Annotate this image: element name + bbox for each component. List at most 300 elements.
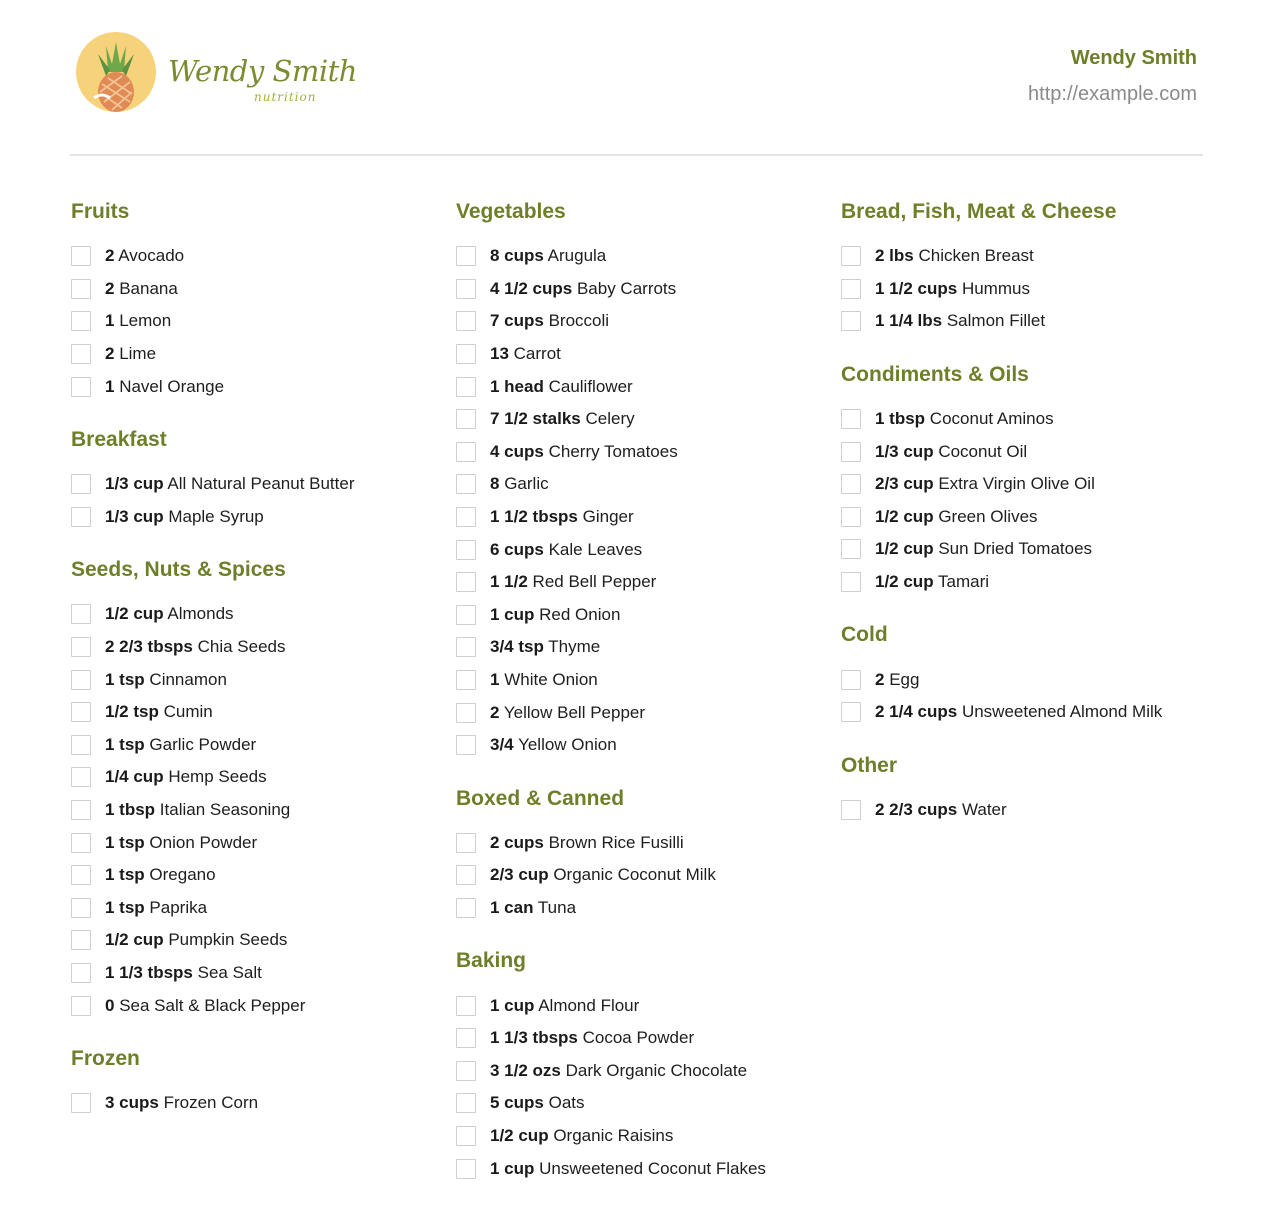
list-item bbox=[71, 794, 441, 827]
checkbox[interactable] bbox=[456, 442, 476, 462]
checkbox[interactable] bbox=[71, 833, 91, 853]
logo-wordmark: Wendy Smith bbox=[168, 54, 357, 88]
list-item bbox=[71, 989, 441, 1022]
item-quantity: 2 bbox=[875, 669, 885, 689]
item-text bbox=[490, 637, 600, 657]
item-name: Yellow Onion bbox=[518, 735, 617, 755]
list-item bbox=[456, 273, 826, 306]
author-url[interactable]: http://example.com bbox=[1028, 83, 1197, 105]
item-quantity: 2/3 cup bbox=[875, 474, 934, 494]
item-text bbox=[875, 702, 1162, 722]
checkbox[interactable] bbox=[71, 800, 91, 820]
list-item bbox=[71, 859, 441, 892]
list-item bbox=[841, 501, 1211, 534]
item-name: All Natural Peanut Butter bbox=[167, 474, 355, 494]
checkbox[interactable] bbox=[841, 246, 861, 266]
item-text bbox=[490, 605, 620, 625]
section-title: Breakfast bbox=[71, 427, 167, 451]
checkbox[interactable] bbox=[456, 1093, 476, 1113]
item-name: Cauliflower bbox=[548, 376, 633, 396]
checkbox[interactable] bbox=[841, 279, 861, 299]
item-name: Paprika bbox=[149, 897, 208, 917]
item-text bbox=[105, 930, 287, 950]
item-text bbox=[490, 246, 606, 266]
checkbox[interactable] bbox=[71, 637, 91, 657]
checkbox[interactable] bbox=[456, 540, 476, 560]
item-name: Cherry Tomatoes bbox=[548, 441, 678, 461]
section bbox=[71, 554, 441, 1022]
list-item bbox=[456, 859, 826, 892]
item-quantity: 1 1/3 tbsps bbox=[490, 1028, 578, 1048]
item-name: Chia Seeds bbox=[197, 637, 286, 657]
item-name: Green Olives bbox=[938, 506, 1038, 526]
item-text bbox=[490, 1159, 766, 1179]
item-name: Italian Seasoning bbox=[159, 800, 291, 820]
item-quantity: 1 tsp bbox=[105, 669, 145, 689]
checkbox[interactable] bbox=[841, 311, 861, 331]
item-name: Unsweetened Almond Milk bbox=[961, 702, 1163, 722]
checkbox[interactable] bbox=[71, 507, 91, 527]
checkbox[interactable] bbox=[71, 670, 91, 690]
checkbox[interactable] bbox=[456, 735, 476, 755]
item-name: Sea Salt & Black Pepper bbox=[119, 995, 306, 1015]
item-text bbox=[490, 507, 634, 527]
list-item bbox=[456, 892, 826, 925]
checkbox[interactable] bbox=[456, 246, 476, 266]
checkbox[interactable] bbox=[456, 1159, 476, 1179]
item-quantity: 1/2 cup bbox=[875, 572, 934, 592]
item-text bbox=[875, 507, 1038, 527]
item-name: Onion Powder bbox=[149, 832, 258, 852]
item-name: Garlic Powder bbox=[149, 734, 257, 754]
item-text bbox=[105, 474, 355, 494]
item-name: Organic Coconut Milk bbox=[553, 865, 716, 885]
checkbox[interactable] bbox=[841, 800, 861, 820]
list-item bbox=[71, 501, 441, 534]
checkbox[interactable] bbox=[71, 604, 91, 624]
checkbox[interactable] bbox=[71, 377, 91, 397]
list-item bbox=[456, 989, 826, 1022]
checkbox[interactable] bbox=[71, 930, 91, 950]
item-quantity: 2/3 cup bbox=[490, 865, 549, 885]
item-text bbox=[105, 735, 256, 755]
column-2 bbox=[456, 196, 826, 1206]
section-title: Other bbox=[841, 753, 898, 777]
section bbox=[456, 196, 826, 762]
checkbox[interactable] bbox=[71, 996, 91, 1016]
item-quantity: 2 1/4 cups bbox=[875, 702, 958, 722]
list-item bbox=[71, 924, 441, 957]
checkbox[interactable] bbox=[456, 572, 476, 592]
section bbox=[456, 945, 826, 1185]
item-name: Ginger bbox=[582, 507, 634, 527]
author-name: Wendy Smith bbox=[1070, 47, 1197, 69]
item-text bbox=[490, 344, 561, 364]
list-item bbox=[456, 468, 826, 501]
section bbox=[71, 424, 441, 533]
item-text bbox=[105, 246, 184, 266]
item-quantity: 1/3 cup bbox=[105, 474, 164, 494]
item-text bbox=[875, 572, 989, 592]
section-title: Baking bbox=[456, 949, 527, 973]
list-item bbox=[841, 794, 1211, 827]
checkbox[interactable] bbox=[456, 670, 476, 690]
item-name: Water bbox=[961, 799, 1007, 819]
list-item bbox=[456, 533, 826, 566]
item-name: Lime bbox=[119, 344, 157, 364]
checkbox[interactable] bbox=[456, 311, 476, 331]
checkbox[interactable] bbox=[71, 1093, 91, 1113]
item-text bbox=[105, 702, 213, 722]
list-item bbox=[841, 435, 1211, 468]
item-name: Organic Raisins bbox=[553, 1125, 674, 1145]
item-quantity: 3 cups bbox=[105, 1093, 159, 1113]
checkbox[interactable] bbox=[71, 735, 91, 755]
item-text bbox=[490, 1028, 694, 1048]
item-quantity: 1 cup bbox=[490, 604, 535, 624]
item-quantity: 4 1/2 cups bbox=[490, 278, 573, 298]
item-name: Garlic bbox=[504, 474, 549, 494]
item-name: White Onion bbox=[504, 670, 598, 690]
item-quantity: 2 lbs bbox=[875, 246, 914, 266]
item-name: Egg bbox=[889, 669, 920, 689]
checkbox[interactable] bbox=[456, 703, 476, 723]
item-text bbox=[490, 898, 576, 918]
section-title: Fruits bbox=[71, 200, 130, 223]
item-quantity: 2 bbox=[105, 278, 115, 298]
item-quantity: 1 tsp bbox=[105, 865, 145, 885]
checkbox[interactable] bbox=[71, 279, 91, 299]
list-item bbox=[456, 305, 826, 338]
checkbox[interactable] bbox=[456, 833, 476, 853]
item-quantity: 1 can bbox=[490, 897, 534, 917]
item-quantity: 1 bbox=[490, 670, 500, 690]
list-item bbox=[456, 664, 826, 697]
item-quantity: 4 cups bbox=[490, 441, 544, 461]
item-name: Avocado bbox=[118, 246, 185, 266]
item-text bbox=[490, 409, 635, 429]
brand-logo bbox=[76, 32, 357, 116]
item-text bbox=[490, 996, 639, 1016]
item-text bbox=[105, 377, 224, 397]
pineapple-logo-icon bbox=[76, 32, 156, 112]
section-title: Boxed & Canned bbox=[456, 786, 625, 810]
item-quantity: 2 cups bbox=[490, 832, 544, 852]
item-name: Celery bbox=[585, 409, 635, 429]
checkbox[interactable] bbox=[841, 474, 861, 494]
item-text bbox=[105, 833, 257, 853]
item-text bbox=[490, 572, 656, 592]
checkbox[interactable] bbox=[71, 767, 91, 787]
list-item bbox=[71, 663, 441, 696]
item-quantity: 3/4 tsp bbox=[490, 637, 544, 657]
item-text bbox=[490, 1061, 747, 1081]
list-item bbox=[841, 305, 1211, 338]
item-text bbox=[490, 735, 617, 755]
checkbox[interactable] bbox=[841, 670, 861, 690]
checkbox[interactable] bbox=[456, 377, 476, 397]
list-item bbox=[71, 370, 441, 403]
item-quantity: 1/2 cup bbox=[105, 930, 164, 950]
item-name: Thyme bbox=[548, 637, 601, 657]
item-name: Unsweetened Coconut Flakes bbox=[539, 1158, 766, 1178]
item-text bbox=[490, 311, 609, 331]
checkbox[interactable] bbox=[456, 1126, 476, 1146]
item-name: Tamari bbox=[938, 572, 990, 592]
item-name: Frozen Corn bbox=[163, 1093, 259, 1113]
list-item bbox=[456, 436, 826, 469]
item-text bbox=[875, 474, 1095, 494]
column-1 bbox=[71, 196, 441, 1140]
item-name: Almonds bbox=[167, 604, 234, 624]
list-item bbox=[456, 501, 826, 534]
item-text bbox=[105, 865, 216, 885]
checkbox[interactable] bbox=[71, 246, 91, 266]
list-item bbox=[456, 1087, 826, 1120]
item-name: Red Bell Pepper bbox=[532, 572, 657, 592]
list-item bbox=[71, 240, 441, 273]
checkbox[interactable] bbox=[456, 1028, 476, 1048]
item-name: Oregano bbox=[149, 865, 216, 885]
item-name: Arugula bbox=[547, 246, 607, 266]
item-text bbox=[490, 474, 549, 494]
list-item bbox=[841, 468, 1211, 501]
list-item bbox=[456, 240, 826, 273]
checkbox[interactable] bbox=[456, 344, 476, 364]
item-name: Banana bbox=[119, 278, 178, 298]
checkbox[interactable] bbox=[456, 507, 476, 527]
list-item bbox=[841, 273, 1211, 306]
item-quantity: 1 bbox=[105, 311, 115, 331]
section bbox=[841, 196, 1211, 338]
checkbox[interactable] bbox=[71, 311, 91, 331]
item-quantity: 7 1/2 stalks bbox=[490, 409, 581, 429]
list-item bbox=[456, 1054, 826, 1087]
item-name: Sea Salt bbox=[197, 962, 262, 982]
item-quantity: 2 bbox=[490, 702, 500, 722]
item-quantity: 1 tbsp bbox=[105, 800, 156, 820]
checkbox[interactable] bbox=[456, 409, 476, 429]
item-text bbox=[490, 540, 642, 560]
item-text bbox=[105, 507, 264, 527]
item-text bbox=[490, 865, 716, 885]
list-item bbox=[456, 1120, 826, 1153]
section-title: Seeds, Nuts & Spices bbox=[71, 558, 286, 582]
logo-tagline: nutrition bbox=[254, 90, 317, 104]
checkbox[interactable] bbox=[456, 1061, 476, 1081]
list-item bbox=[841, 403, 1211, 436]
item-quantity: 1/3 cup bbox=[105, 506, 164, 526]
item-text bbox=[875, 279, 1030, 299]
item-name: Coconut Aminos bbox=[929, 409, 1054, 429]
column-3 bbox=[841, 196, 1211, 847]
checkbox[interactable] bbox=[841, 702, 861, 722]
checkbox[interactable] bbox=[456, 898, 476, 918]
checkbox[interactable] bbox=[841, 442, 861, 462]
author-block bbox=[1028, 46, 1197, 106]
item-text bbox=[105, 898, 207, 918]
list-item bbox=[71, 826, 441, 859]
section bbox=[456, 783, 826, 925]
item-quantity: 13 bbox=[490, 344, 509, 364]
list-item bbox=[71, 696, 441, 729]
item-quantity: 0 bbox=[105, 995, 115, 1015]
checkbox[interactable] bbox=[456, 605, 476, 625]
item-quantity: 8 bbox=[490, 474, 500, 494]
checkbox[interactable] bbox=[841, 539, 861, 559]
item-name: Yellow Bell Pepper bbox=[503, 702, 646, 722]
item-quantity: 1 1/2 bbox=[490, 572, 528, 592]
item-text bbox=[490, 377, 633, 397]
checkbox[interactable] bbox=[71, 702, 91, 722]
section bbox=[71, 196, 441, 403]
item-quantity: 2 bbox=[105, 344, 115, 364]
checkbox[interactable] bbox=[841, 572, 861, 592]
list-item bbox=[456, 696, 826, 729]
item-quantity: 1 tbsp bbox=[875, 409, 926, 429]
list-item bbox=[71, 957, 441, 990]
item-name: Hemp Seeds bbox=[168, 767, 267, 787]
item-name: Baby Carrots bbox=[576, 278, 677, 298]
item-quantity: 2 2/3 tbsps bbox=[105, 637, 193, 657]
checkbox[interactable] bbox=[71, 963, 91, 983]
list-item bbox=[841, 696, 1211, 729]
item-name: Maple Syrup bbox=[168, 506, 264, 526]
checkbox[interactable] bbox=[841, 409, 861, 429]
item-name: Lemon bbox=[119, 311, 172, 331]
checkbox[interactable] bbox=[456, 279, 476, 299]
item-quantity: 3 1/2 ozs bbox=[490, 1060, 561, 1080]
item-quantity: 6 cups bbox=[490, 539, 544, 559]
item-text bbox=[105, 637, 286, 657]
item-name: Tuna bbox=[537, 897, 577, 917]
item-text bbox=[105, 279, 178, 299]
list-item bbox=[71, 729, 441, 762]
list-item bbox=[71, 761, 441, 794]
item-text bbox=[105, 1093, 258, 1113]
item-text bbox=[490, 279, 676, 299]
item-quantity: 1/2 cup bbox=[490, 1125, 549, 1145]
item-quantity: 2 2/3 cups bbox=[875, 799, 958, 819]
item-name: Red Onion bbox=[539, 604, 621, 624]
list-item bbox=[456, 729, 826, 762]
item-name: Oats bbox=[548, 1093, 585, 1113]
item-quantity: 1 cup bbox=[490, 995, 535, 1015]
item-text bbox=[875, 246, 1034, 266]
item-text bbox=[490, 1126, 673, 1146]
item-quantity: 1 1/2 cups bbox=[875, 278, 958, 298]
checkbox[interactable] bbox=[456, 637, 476, 657]
item-name: Salmon Fillet bbox=[946, 311, 1046, 331]
item-text bbox=[490, 703, 645, 723]
checkbox[interactable] bbox=[71, 344, 91, 364]
item-quantity: 1 bbox=[105, 376, 115, 396]
list-item bbox=[841, 240, 1211, 273]
item-name: Coconut Oil bbox=[938, 441, 1028, 461]
section-title: Frozen bbox=[71, 1046, 140, 1070]
item-text bbox=[875, 539, 1092, 559]
item-name: Brown Rice Fusilli bbox=[548, 832, 684, 852]
item-text bbox=[490, 833, 684, 853]
list-item bbox=[456, 827, 826, 860]
list-item bbox=[841, 663, 1211, 696]
item-name: Kale Leaves bbox=[548, 539, 643, 559]
item-quantity: 1 1/2 tbsps bbox=[490, 507, 578, 527]
section-title: Bread, Fish, Meat & Cheese bbox=[841, 200, 1117, 223]
item-quantity: 1 head bbox=[490, 376, 544, 396]
list-item bbox=[456, 370, 826, 403]
item-text bbox=[105, 963, 262, 983]
item-name: Dark Organic Chocolate bbox=[565, 1060, 748, 1080]
item-name: Sun Dried Tomatoes bbox=[938, 539, 1093, 559]
list-item bbox=[456, 403, 826, 436]
item-name: Almond Flour bbox=[538, 995, 640, 1015]
item-quantity: 8 cups bbox=[490, 246, 544, 266]
item-quantity: 1 tsp bbox=[105, 734, 145, 754]
item-text bbox=[490, 1093, 585, 1113]
item-text bbox=[490, 442, 678, 462]
list-item bbox=[456, 1152, 826, 1185]
checkbox[interactable] bbox=[841, 507, 861, 527]
item-quantity: 1/2 cup bbox=[105, 604, 164, 624]
section bbox=[71, 1043, 441, 1120]
item-text bbox=[105, 311, 171, 331]
item-quantity: 1/2 tsp bbox=[105, 702, 159, 722]
checkbox[interactable] bbox=[456, 996, 476, 1016]
item-quantity: 1/2 cup bbox=[875, 539, 934, 559]
page-header bbox=[70, 28, 1203, 128]
item-text bbox=[105, 344, 156, 364]
list-item bbox=[71, 305, 441, 338]
item-text bbox=[875, 800, 1007, 820]
item-text bbox=[105, 800, 290, 820]
item-quantity: 2 bbox=[105, 246, 115, 266]
item-quantity: 1 1/3 tbsps bbox=[105, 962, 193, 982]
list-item bbox=[841, 566, 1211, 599]
list-item bbox=[456, 1022, 826, 1055]
item-quantity: 1 tsp bbox=[105, 832, 145, 852]
checkbox[interactable] bbox=[71, 865, 91, 885]
header-divider bbox=[70, 154, 1203, 156]
checkbox[interactable] bbox=[71, 474, 91, 494]
item-name: Chicken Breast bbox=[918, 246, 1034, 266]
list-item bbox=[71, 1087, 441, 1120]
item-name: Extra Virgin Olive Oil bbox=[938, 474, 1095, 494]
section bbox=[841, 619, 1211, 728]
checkbox[interactable] bbox=[456, 474, 476, 494]
list-item bbox=[71, 468, 441, 501]
item-text bbox=[490, 670, 598, 690]
checkbox[interactable] bbox=[71, 898, 91, 918]
item-name: Pumpkin Seeds bbox=[168, 930, 288, 950]
section bbox=[841, 359, 1211, 599]
section-title: Cold bbox=[841, 623, 888, 647]
list-item bbox=[841, 533, 1211, 566]
section bbox=[841, 750, 1211, 827]
list-item bbox=[456, 599, 826, 632]
item-quantity: 1 cup bbox=[490, 1158, 535, 1178]
item-name: Cinnamon bbox=[149, 669, 227, 689]
item-quantity: 1 1/4 lbs bbox=[875, 311, 943, 331]
section-title: Vegetables bbox=[456, 200, 566, 223]
item-quantity: 3/4 bbox=[490, 735, 514, 755]
item-text bbox=[875, 409, 1054, 429]
item-quantity: 5 cups bbox=[490, 1093, 544, 1113]
checkbox[interactable] bbox=[456, 865, 476, 885]
item-quantity: 7 cups bbox=[490, 311, 544, 331]
item-name: Navel Orange bbox=[119, 376, 225, 396]
item-name: Carrot bbox=[513, 344, 561, 364]
